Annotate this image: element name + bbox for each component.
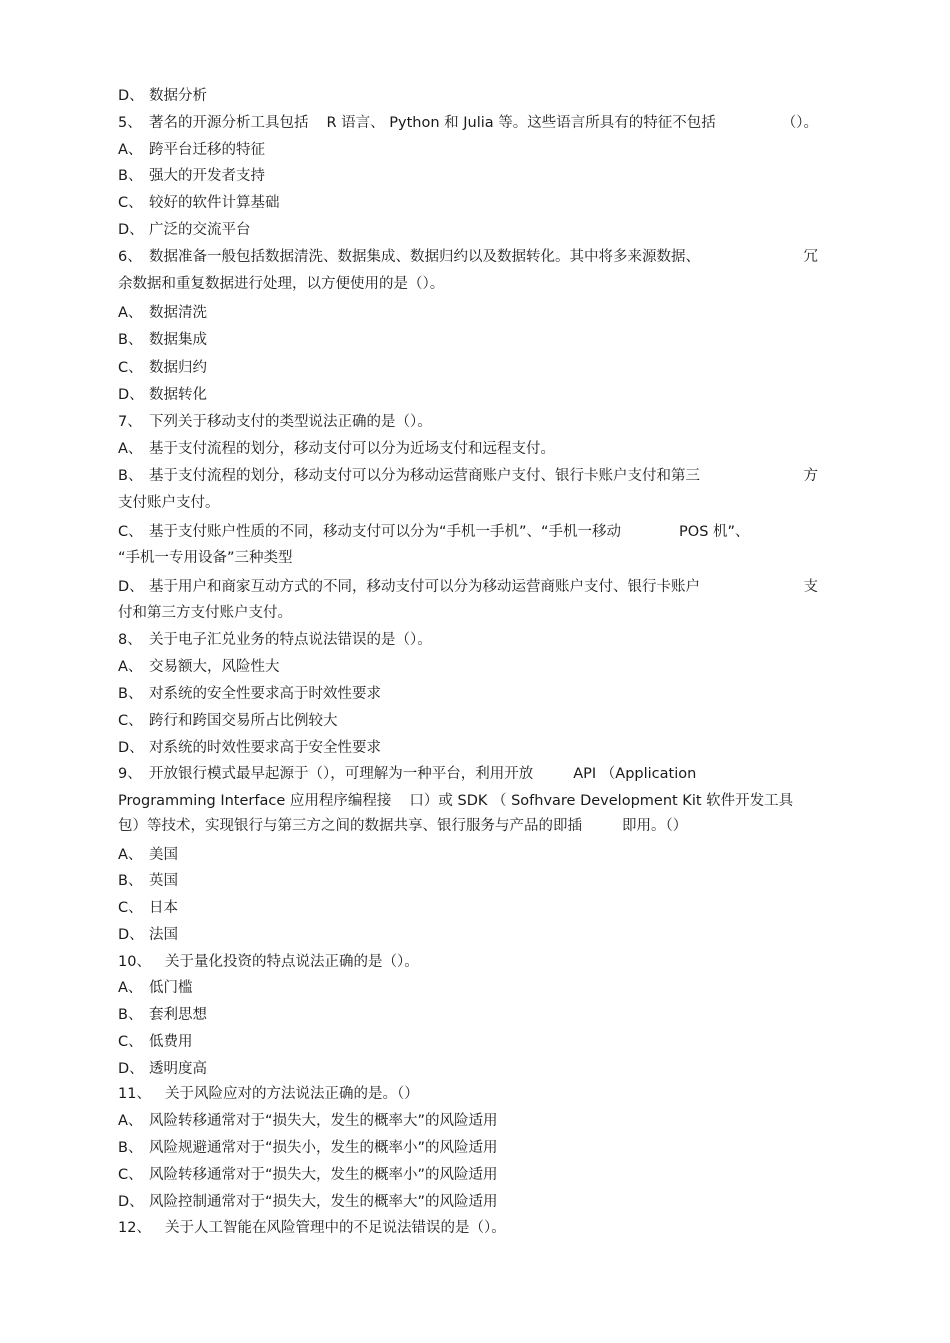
option-line: C、 低费用 [118,1034,193,1050]
option-line: D、 风险控制通常对于“损失大，发生的概率大”的风险适用 [118,1194,498,1210]
question-7: 7、 下列关于移动支付的类型说法正确的是（）。 [118,414,432,430]
option-line: B、 数据集成 [118,332,207,348]
option-cont: 付和第三方支付账户支付。 [118,605,292,621]
option-line: C、 日本 [118,900,178,916]
option-line: A、 数据清洗 [118,305,207,321]
question-12: 12、 关于人工智能在风险管理中的不足说法错误的是（）。 [118,1220,506,1236]
option-line: D、 数据分析 [118,88,207,104]
option-line: A、 美国 [118,847,178,863]
option-line: C、 风险转移通常对于“损失大，发生的概率小”的风险适用 [118,1167,498,1183]
option-line: D、 基于用户和商家互动方式的不同，移动支付可以分为移动运营商账户支付、银行卡账户 支 [118,579,818,595]
option-line: A、 交易额大，风险性大 [118,659,280,675]
option-line: A、 风险转移通常对于“损失大，发生的概率大”的风险适用 [118,1113,498,1129]
option-line: B、 对系统的安全性要求高于时效性要求 [118,686,381,702]
option-line: B、 基于支付流程的划分，移动支付可以分为移动运营商账户支付、银行卡账户支付和第三 方 [118,468,818,484]
option-line: B、 强大的开发者支持 [118,168,265,184]
option-line: A、 低门槛 [118,980,193,996]
question-5: 5、 著名的开源分析工具包括 R 语言、 Python 和 Julia 等。这些语言所具有的特征不包括 （）。 [118,115,818,131]
option-line: D、 数据转化 [118,387,207,403]
option-line: D、 广泛的交流平台 [118,222,251,238]
option-cont: 支付账户支付。 [118,495,220,511]
option-line: C、 数据归约 [118,360,207,376]
question-8: 8、 关于电子汇兑业务的特点说法错误的是（）。 [118,632,432,648]
option-line: B、 风险规避通常对于“损失小，发生的概率小”的风险适用 [118,1140,498,1156]
question-10: 10、 关于量化投资的特点说法正确的是（）。 [118,954,419,970]
option-line: B、 英国 [118,873,178,889]
question-9: 9、 开放银行模式最早起源于（），可理解为一种平台，利用开放 API （Application [118,766,697,782]
option-cont: “手机一专用设备”三种类型 [118,550,293,566]
option-line: C、 较好的软件计算基础 [118,195,280,211]
option-line: D、 法国 [118,927,178,943]
option-line: A、 基于支付流程的划分，移动支付可以分为近场支付和远程支付。 [118,441,555,457]
question-9-cont: 包）等技术，实现银行与第三方之间的数据共享、银行服务与产品的即插 即用。（） [118,818,688,834]
question-9-cont: Programming Interface 应用程序编程接 口）或 SDK （ Sofhvare Development Kit 软件开发工具 [118,793,794,809]
option-line: B、 套利思想 [118,1007,207,1023]
option-line: C、 基于支付账户性质的不同，移动支付可以分为“手机一手机”、“手机一移动 POS 机”、 [118,524,750,540]
question-6: 6、 数据准备一般包括数据清洗、数据集成、数据归约以及数据转化。其中将多来源数据、 冗 [118,249,818,265]
option-line: A、 跨平台迁移的特征 [118,142,265,158]
option-line: D、 对系统的时效性要求高于安全性要求 [118,740,381,756]
question-6-cont: 余数据和重复数据进行处理，以方便使用的是（）。 [118,276,445,292]
question-11: 11、 关于风险应对的方法说法正确的是。（） [118,1086,419,1102]
option-line: D、 透明度高 [118,1061,207,1077]
option-line: C、 跨行和跨国交易所占比例较大 [118,713,338,729]
